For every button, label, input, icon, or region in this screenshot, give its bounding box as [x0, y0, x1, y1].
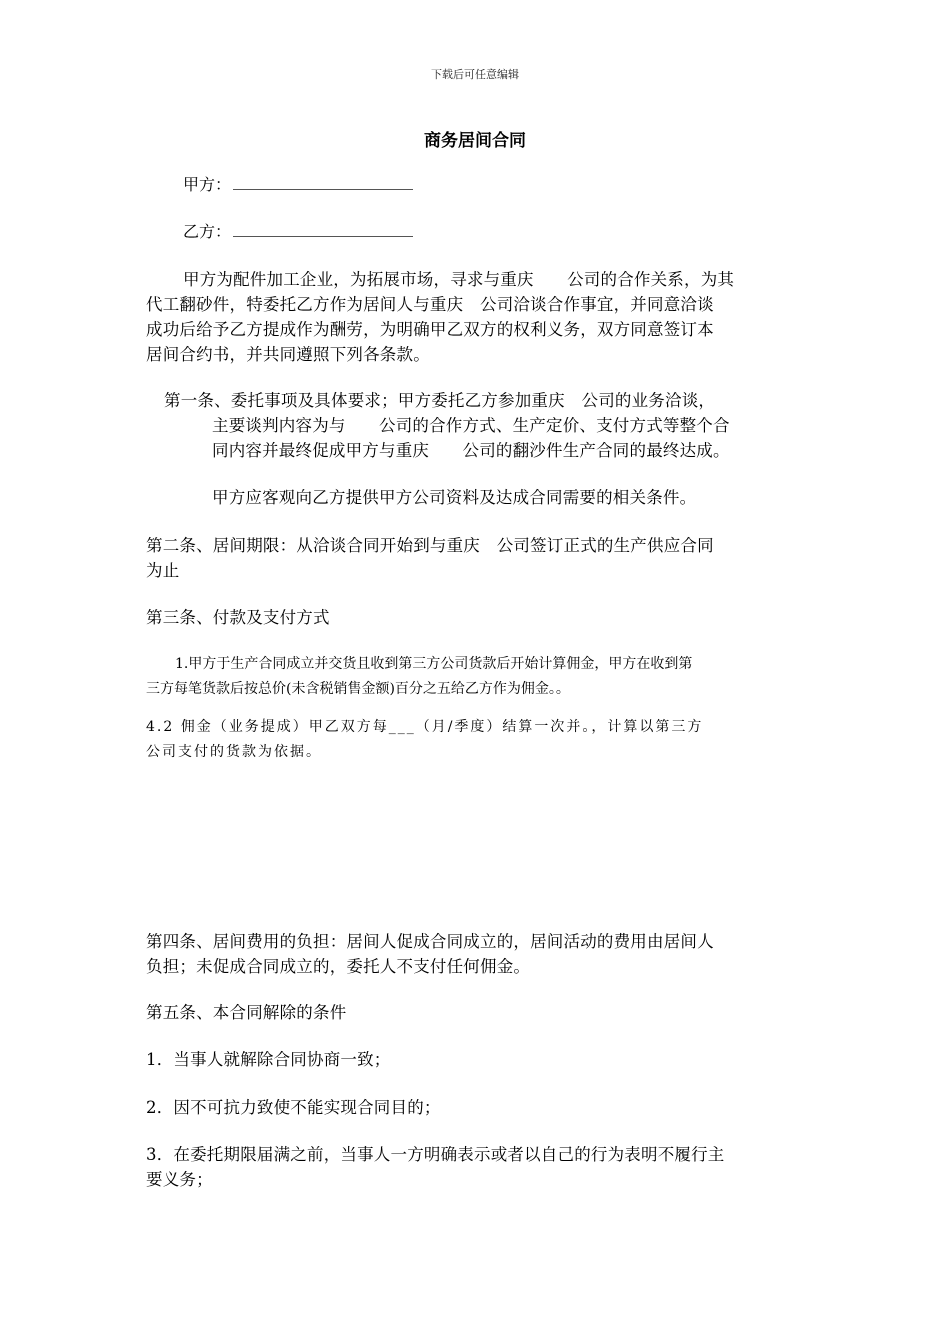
article-3-1-line-1: 1.甲方于生产合同成立并交货且收到第三方公司货款后开始计算佣金，甲方在收到第 [175, 656, 693, 672]
article-5-item-3-line-2: 要义务； [146, 1170, 213, 1189]
header-note: 下载后可任意编辑 [431, 68, 519, 81]
article-1-note: 甲方应客观向乙方提供甲方公司资料及达成合同需要的相关条件。 [212, 488, 697, 507]
article-5-item-1: 1．当事人就解除合同协商一致； [146, 1050, 391, 1069]
article-4-line-1: 第四条、居间费用的负担：居间人促成合同成立的，居间活动的费用由居间人 [146, 932, 714, 951]
article-5-item-3-line-1: 3．在委托期限届满之前，当事人一方明确表示或者以自己的行为表明不履行主 [146, 1145, 725, 1164]
article-3-2-line-1: 4.2 佣金（业务提成）甲乙双方每___（月/季度）结算一次并。，计算以第三方 [146, 719, 704, 735]
article-1-line-2: 主要谈判内容为与 公司的合作方式、生产定价、支付方式等整个合 [212, 416, 730, 435]
article-2-line-1: 第二条、居间期限：从洽谈合同开始到与重庆 公司签订正式的生产供应合同 [146, 536, 714, 555]
article-2-line-2: 为止 [146, 561, 180, 580]
article-5-item-2: 2．因不可抗力致使不能实现合同目的； [146, 1098, 441, 1117]
article-1-line-3: 同内容并最终促成甲方与重庆 公司的翻沙件生产合同的最终达成。 [212, 441, 730, 460]
article-3-2-line-2: 公司支付的货款为依据。 [146, 744, 322, 760]
intro-line-4: 居间合约书，并共同遵照下列各条款。 [146, 345, 430, 364]
party-b-blank[interactable] [233, 222, 413, 237]
article-4-line-2: 负担；未促成合同成立的，委托人不支付任何佣金。 [146, 957, 531, 976]
article-3-1-line-2: 三方每笔货款后按总价(未含税销售金额)百分之五给乙方作为佣金。。 [146, 681, 570, 697]
article-3-heading: 第三条、付款及支付方式 [146, 608, 330, 627]
party-a-field [183, 175, 413, 195]
article-5-heading: 第五条、本合同解除的条件 [146, 1003, 347, 1022]
intro-line-2: 代工翻砂件，特委托乙方作为居间人与重庆 公司洽谈合作事宜，并同意洽谈 [146, 295, 714, 314]
party-a-blank[interactable] [233, 175, 413, 190]
document-title: 商务居间合同 [424, 131, 526, 151]
intro-line-1: 甲方为配件加工企业，为拓展市场，寻求与重庆 公司的合作关系，为其 [183, 270, 735, 289]
article-1-line-1: 第一条、委托事项及具体要求；甲方委托乙方参加重庆 公司的业务洽谈， [164, 391, 716, 410]
party-b-label: 乙方： [183, 222, 232, 241]
intro-line-3: 成功后给予乙方提成作为酬劳，为明确甲乙双方的权利义务，双方同意签订本 [146, 320, 714, 339]
party-a-label: 甲方： [183, 175, 232, 194]
party-b-field [183, 222, 413, 242]
